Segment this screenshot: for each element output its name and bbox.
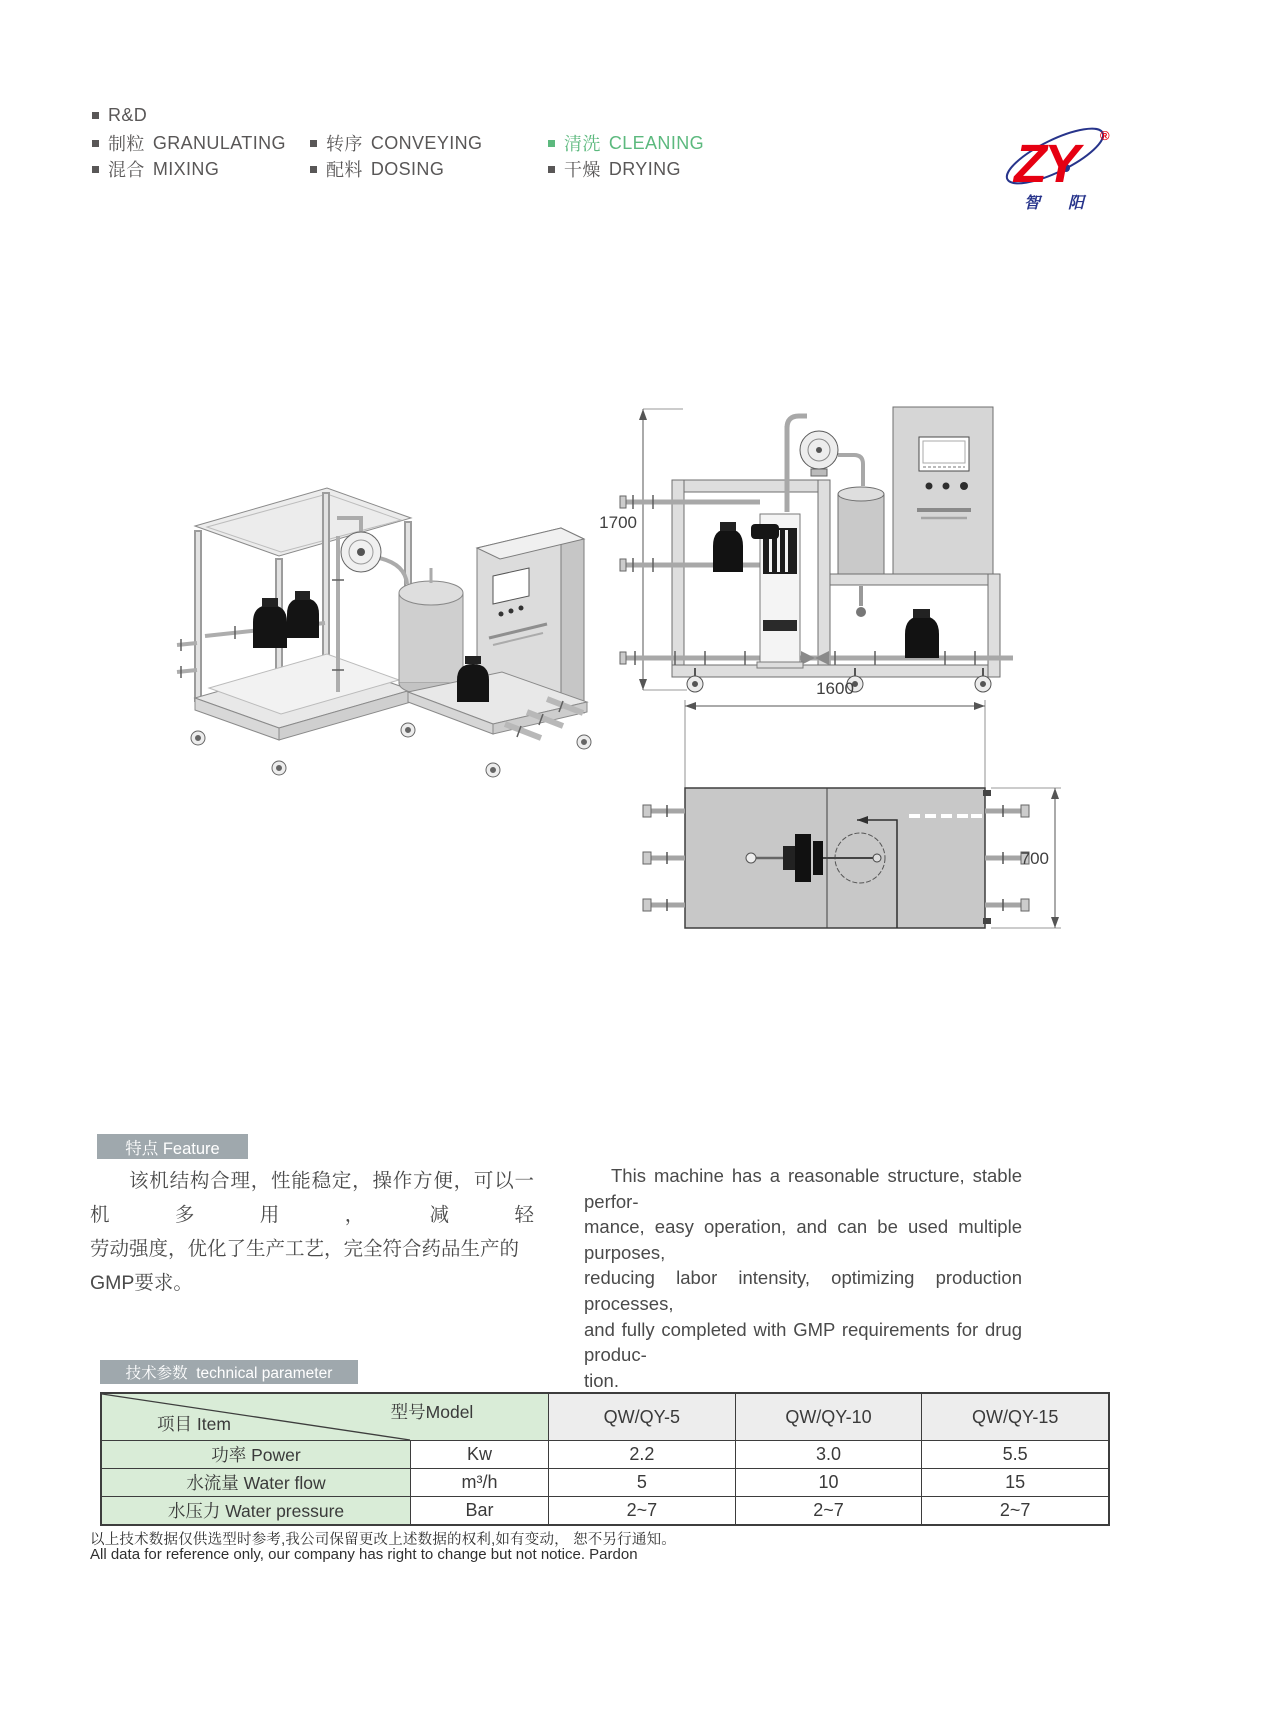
dim-height-label: 1700 bbox=[599, 513, 637, 532]
feature-badge: 特点 Feature bbox=[97, 1134, 248, 1159]
menu-item-en: DOSING bbox=[370, 158, 445, 179]
panel-button-icon bbox=[943, 483, 950, 490]
feature-en-line: This machine has a reasonable structure, stable perfor- bbox=[584, 1165, 1022, 1212]
cell-value: 15 bbox=[921, 1469, 1108, 1496]
bullet-icon bbox=[310, 166, 317, 173]
cell-value: 2~7 bbox=[548, 1497, 735, 1524]
dim-width-label: 1600 bbox=[816, 679, 854, 698]
iso-tank bbox=[399, 568, 463, 695]
model-column-header: QW/QY-10 bbox=[735, 1394, 922, 1440]
registered-mark: ® bbox=[1100, 128, 1110, 143]
menu-item-dosing bbox=[310, 158, 444, 180]
cell-value: 3.0 bbox=[735, 1441, 922, 1468]
bullet-icon bbox=[92, 140, 99, 147]
menu-item-mixing bbox=[92, 158, 219, 180]
menu-item-rd bbox=[92, 104, 147, 126]
dim-depth-label: 700 bbox=[1020, 849, 1049, 868]
table-header-row bbox=[102, 1394, 1108, 1440]
disclaimer-cn: 以上技术数据仅供选型时参考,我公司保留更改上述数据的权利,如有变动， 恕不另行通知。 bbox=[90, 1532, 676, 1548]
menu-item-drying bbox=[548, 158, 681, 180]
tech-parameter-table bbox=[100, 1392, 1110, 1526]
menu-item-zh: 混合 bbox=[108, 160, 145, 180]
corner-label-item: 项目 Item bbox=[157, 1414, 231, 1434]
iso-pumps bbox=[253, 591, 319, 648]
menu-item-en: CLEANING bbox=[608, 132, 705, 153]
menu-item-zh: 干燥 bbox=[564, 160, 601, 180]
menu-item-cleaning bbox=[548, 132, 704, 154]
feature-cn-line: 劳动强度，优化了生产工艺，完全符合药品生产的GMP要求。 bbox=[90, 1238, 520, 1294]
menu-item-zh: 配料 bbox=[326, 160, 363, 180]
cell-value: 2~7 bbox=[921, 1497, 1108, 1524]
menu-item-en: MIXING bbox=[152, 158, 220, 179]
row-unit: Bar bbox=[410, 1497, 548, 1524]
logo-cn-text: 智阳 bbox=[1024, 195, 1113, 212]
row-label: 水流量 Water flow bbox=[102, 1469, 410, 1496]
panel-button-icon bbox=[519, 606, 524, 611]
menu-item-en: GRANULATING bbox=[152, 132, 286, 153]
menu-item-conveying bbox=[310, 132, 482, 154]
logo-mark: ZY bbox=[1014, 134, 1078, 194]
menu-item-label: R&D bbox=[108, 104, 148, 125]
front-control-cabinet bbox=[893, 407, 993, 574]
table-row-water-pressure bbox=[102, 1496, 1108, 1524]
feature-text-en bbox=[584, 1163, 1022, 1393]
menu-item-granulating bbox=[92, 132, 286, 154]
menu-item-en: CONVEYING bbox=[370, 132, 483, 153]
bullet-icon bbox=[548, 140, 555, 147]
bullet-icon bbox=[310, 140, 317, 147]
row-unit: Kw bbox=[410, 1441, 548, 1468]
width-dimension bbox=[685, 679, 985, 788]
feature-en-line: reducing labor intensity, optimizing production processes, bbox=[584, 1267, 1022, 1314]
feature-en-line: and fully completed with GMP requirements for drug produc- bbox=[584, 1318, 1022, 1366]
cell-value: 2~7 bbox=[735, 1497, 922, 1524]
tech-parameter-badge: 技术参数 technical parameter bbox=[100, 1360, 358, 1384]
row-label: 水压力 Water pressure bbox=[102, 1497, 410, 1524]
cell-value: 5.5 bbox=[921, 1441, 1108, 1468]
front-tank bbox=[838, 487, 884, 617]
menu-item-en: DRYING bbox=[608, 158, 681, 179]
table-row-water-flow bbox=[102, 1468, 1108, 1496]
menu-item-zh: 清洗 bbox=[564, 134, 601, 154]
panel-button-icon bbox=[926, 483, 933, 490]
panel-button-icon bbox=[509, 609, 514, 614]
front-diaphragm-pump bbox=[800, 431, 838, 476]
panel-button-icon bbox=[499, 612, 504, 617]
row-unit: m³/h bbox=[410, 1469, 548, 1496]
bullet-icon bbox=[92, 166, 99, 173]
machine-plan-view-drawing bbox=[555, 676, 1075, 938]
menu-item-zh: 制粒 bbox=[108, 134, 145, 154]
disclaimer-en: All data for reference only, our company has right to change but not notice. Pardon bbox=[90, 1546, 638, 1563]
bullet-icon bbox=[92, 112, 99, 119]
row-label: 功率 Power bbox=[102, 1441, 410, 1468]
cell-value: 2.2 bbox=[548, 1441, 735, 1468]
table-corner-cell bbox=[102, 1394, 548, 1440]
feature-cn-line: 该机结构合理，性能稳定，操作方便，可以一机多用，减轻 bbox=[90, 1170, 534, 1226]
bullet-icon bbox=[548, 166, 555, 173]
panel-button-icon bbox=[960, 482, 968, 490]
hmi-screen-icon bbox=[919, 437, 969, 471]
corner-label-model: 型号Model bbox=[390, 1402, 474, 1422]
model-column-header: QW/QY-15 bbox=[921, 1394, 1108, 1440]
cell-value: 10 bbox=[735, 1469, 922, 1496]
machine-isometric-drawing bbox=[175, 440, 595, 785]
zy-logo bbox=[1000, 110, 1120, 212]
machine-front-view-drawing bbox=[555, 362, 1015, 707]
model-column-header: QW/QY-5 bbox=[548, 1394, 735, 1440]
feature-en-line: mance, easy operation, and can be used multiple purposes, bbox=[584, 1216, 1022, 1263]
table-row-power bbox=[102, 1440, 1108, 1468]
feature-text-cn bbox=[90, 1164, 534, 1300]
cell-value: 5 bbox=[548, 1469, 735, 1496]
feature-en-line: tion. bbox=[584, 1369, 619, 1391]
menu-item-zh: 转序 bbox=[326, 134, 363, 154]
